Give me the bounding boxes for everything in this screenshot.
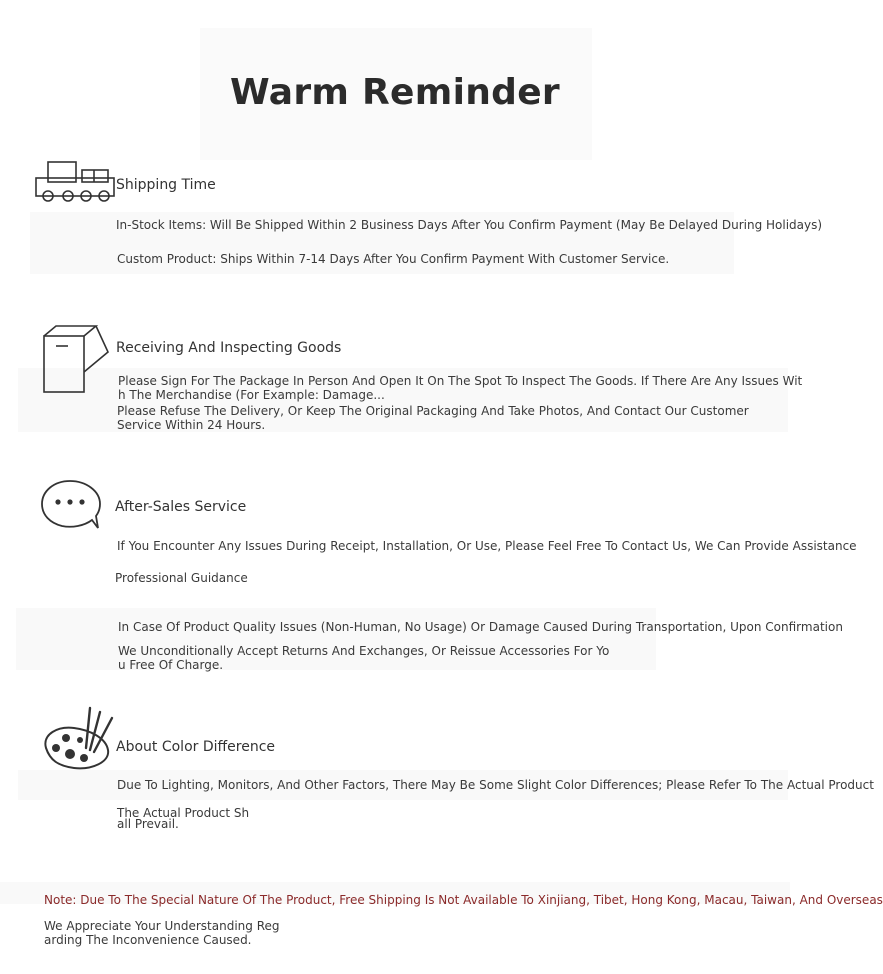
- section-text: We Unconditionally Accept Returns And Exchanges, Or Reissue Accessories For Yo: [118, 644, 610, 658]
- chat-bubble-icon: [40, 478, 102, 532]
- section-text: u Free Of Charge.: [118, 658, 224, 672]
- section-text: Due To Lighting, Monitors, And Other Factors, There May Be Some Slight Color Differences; Please Refer To The Actual Product: [117, 778, 874, 792]
- section-heading-color-difference: About Color Difference: [116, 739, 276, 755]
- section-text: In Case Of Product Quality Issues (Non-Human, No Usage) Or Damage Caused During Transportation, Upon Confirmation: [118, 620, 843, 634]
- section-text: h The Merchandise (For Example: Damage...: [118, 388, 385, 402]
- note-text: arding The Inconvenience Caused.: [44, 933, 252, 947]
- section-heading-after-sales: After-Sales Service: [115, 499, 247, 515]
- section-text: In-Stock Items: Will Be Shipped Within 2 Business Days After You Confirm Payment (May Be Delayed During Holidays): [116, 218, 823, 232]
- section-text: Service Within 24 Hours.: [117, 418, 266, 432]
- section-text: Custom Product: Ships Within 7-14 Days After You Confirm Payment With Customer Service.: [117, 252, 670, 266]
- section-band: [16, 608, 656, 670]
- section-text: all Prevail.: [117, 817, 179, 831]
- section-text: The Actual Product Sh: [117, 806, 250, 820]
- section-text: Please Refuse The Delivery, Or Keep The Original Packaging And Take Photos, And Contact Our Customer: [117, 404, 749, 418]
- truck-icon: [34, 160, 120, 208]
- section-text: Please Sign For The Package In Person And Open It On The Spot To Inspect The Goods. If There Are Any Issues Wit: [118, 374, 803, 388]
- page-title: Warm Reminder: [230, 72, 560, 113]
- note-text: We Appreciate Your Understanding Reg: [44, 919, 280, 933]
- section-heading-receiving: Receiving And Inspecting Goods: [116, 340, 342, 356]
- section-text: If You Encounter Any Issues During Receipt, Installation, Or Use, Please Feel Free To Contact Us, We Can Provide Assistance: [117, 539, 857, 553]
- section-heading-shipping: Shipping Time: [116, 177, 216, 193]
- palette-icon: [40, 704, 116, 774]
- shipping-note: Note: Due To The Special Nature Of The Product, Free Shipping Is Not Available To Xinjiang, Tibet, Hong Kong, Macau, Taiwan, And Overseas: [44, 893, 883, 907]
- box-icon: [42, 324, 112, 396]
- section-text: Professional Guidance: [115, 571, 248, 585]
